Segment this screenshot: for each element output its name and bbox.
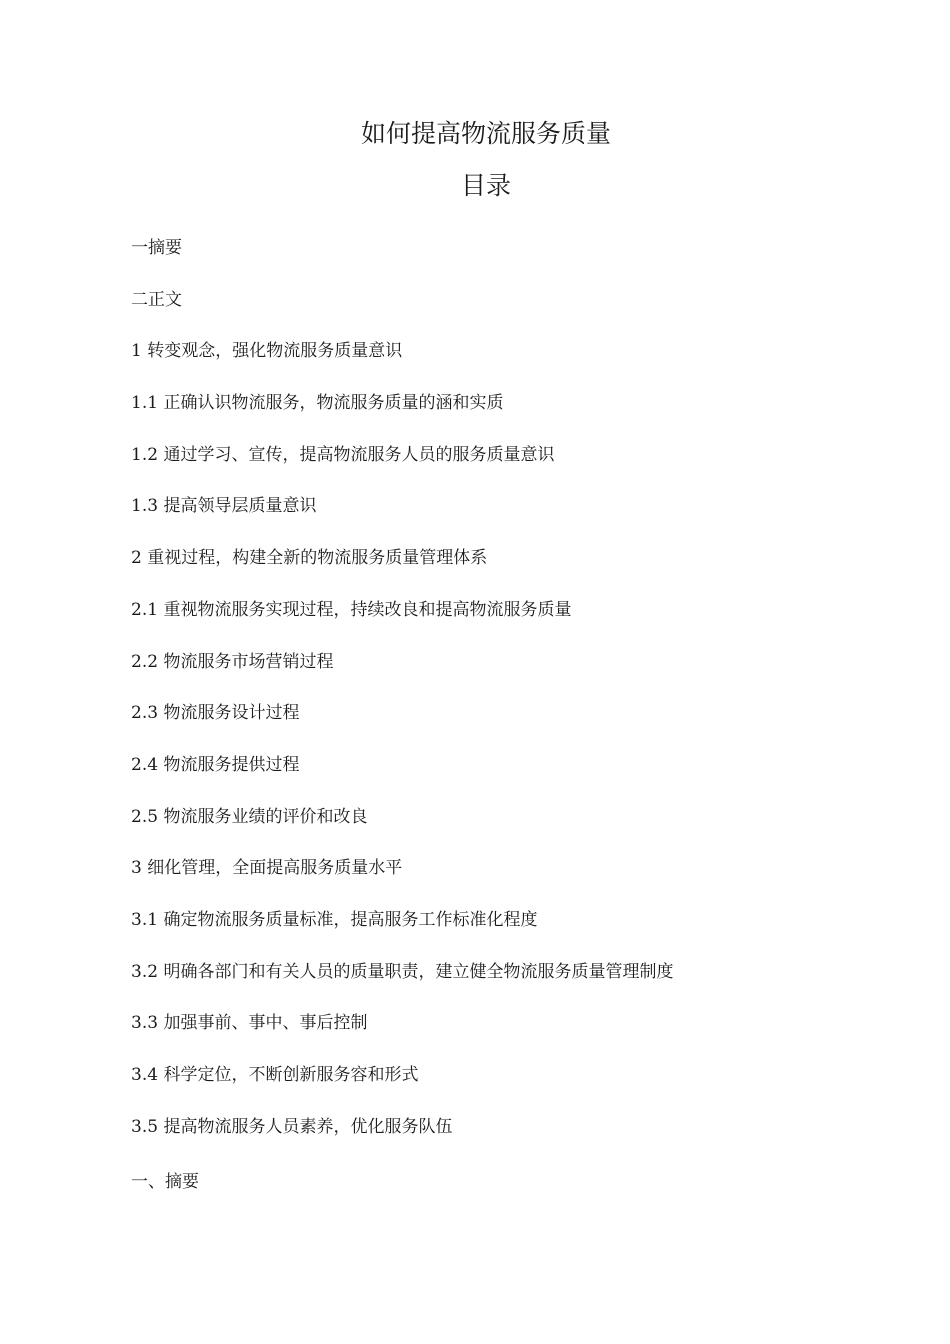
toc-heading: 目录 — [460, 171, 511, 200]
toc-item: 3.2 明确各部门和有关人员的质量职责，建立健全物流服务质量管理制度 — [131, 961, 674, 982]
section-heading: 一、摘要 — [131, 1172, 199, 1192]
toc-item: 一摘要 — [131, 238, 182, 258]
toc-item: 3.1 确定物流服务质量标准，提高服务工作标准化程度 — [131, 909, 538, 930]
toc-item: 2.3 物流服务设计过程 — [131, 703, 300, 724]
toc-item: 3.3 加强事前、事中、事后控制 — [131, 1013, 368, 1034]
toc-item: 1 转变观念，强化物流服务质量意识 — [131, 341, 403, 362]
document-title: 如何提高物流服务质量 — [360, 119, 611, 148]
toc-item: 2.5 物流服务业绩的评价和改良 — [131, 806, 368, 827]
toc-item: 3.5 提高物流服务人员素养，优化服务队伍 — [131, 1116, 453, 1137]
table-of-contents — [131, 234, 891, 1164]
toc-item: 2.4 物流服务提供过程 — [131, 754, 300, 775]
toc-item: 3.4 科学定位，不断创新服务容和形式 — [131, 1065, 419, 1085]
toc-item: 2 重视过程，构建全新的物流服务质量管理体系 — [131, 548, 488, 569]
toc-item: 1.1 正确认识物流服务，物流服务质量的涵和实质 — [131, 393, 504, 414]
toc-item: 1.2 通过学习、宣传，提高物流服务人员的服务质量意识 — [131, 444, 555, 465]
toc-item: 1.3 提高领导层质量意识 — [131, 496, 317, 517]
toc-item: 2.2 物流服务市场营销过程 — [131, 651, 334, 672]
toc-item: 2.1 重视物流服务实现过程，持续改良和提高物流服务质量 — [131, 599, 572, 620]
toc-item: 3 细化管理，全面提高服务质量水平 — [131, 858, 403, 879]
toc-item: 二正文 — [131, 289, 182, 310]
